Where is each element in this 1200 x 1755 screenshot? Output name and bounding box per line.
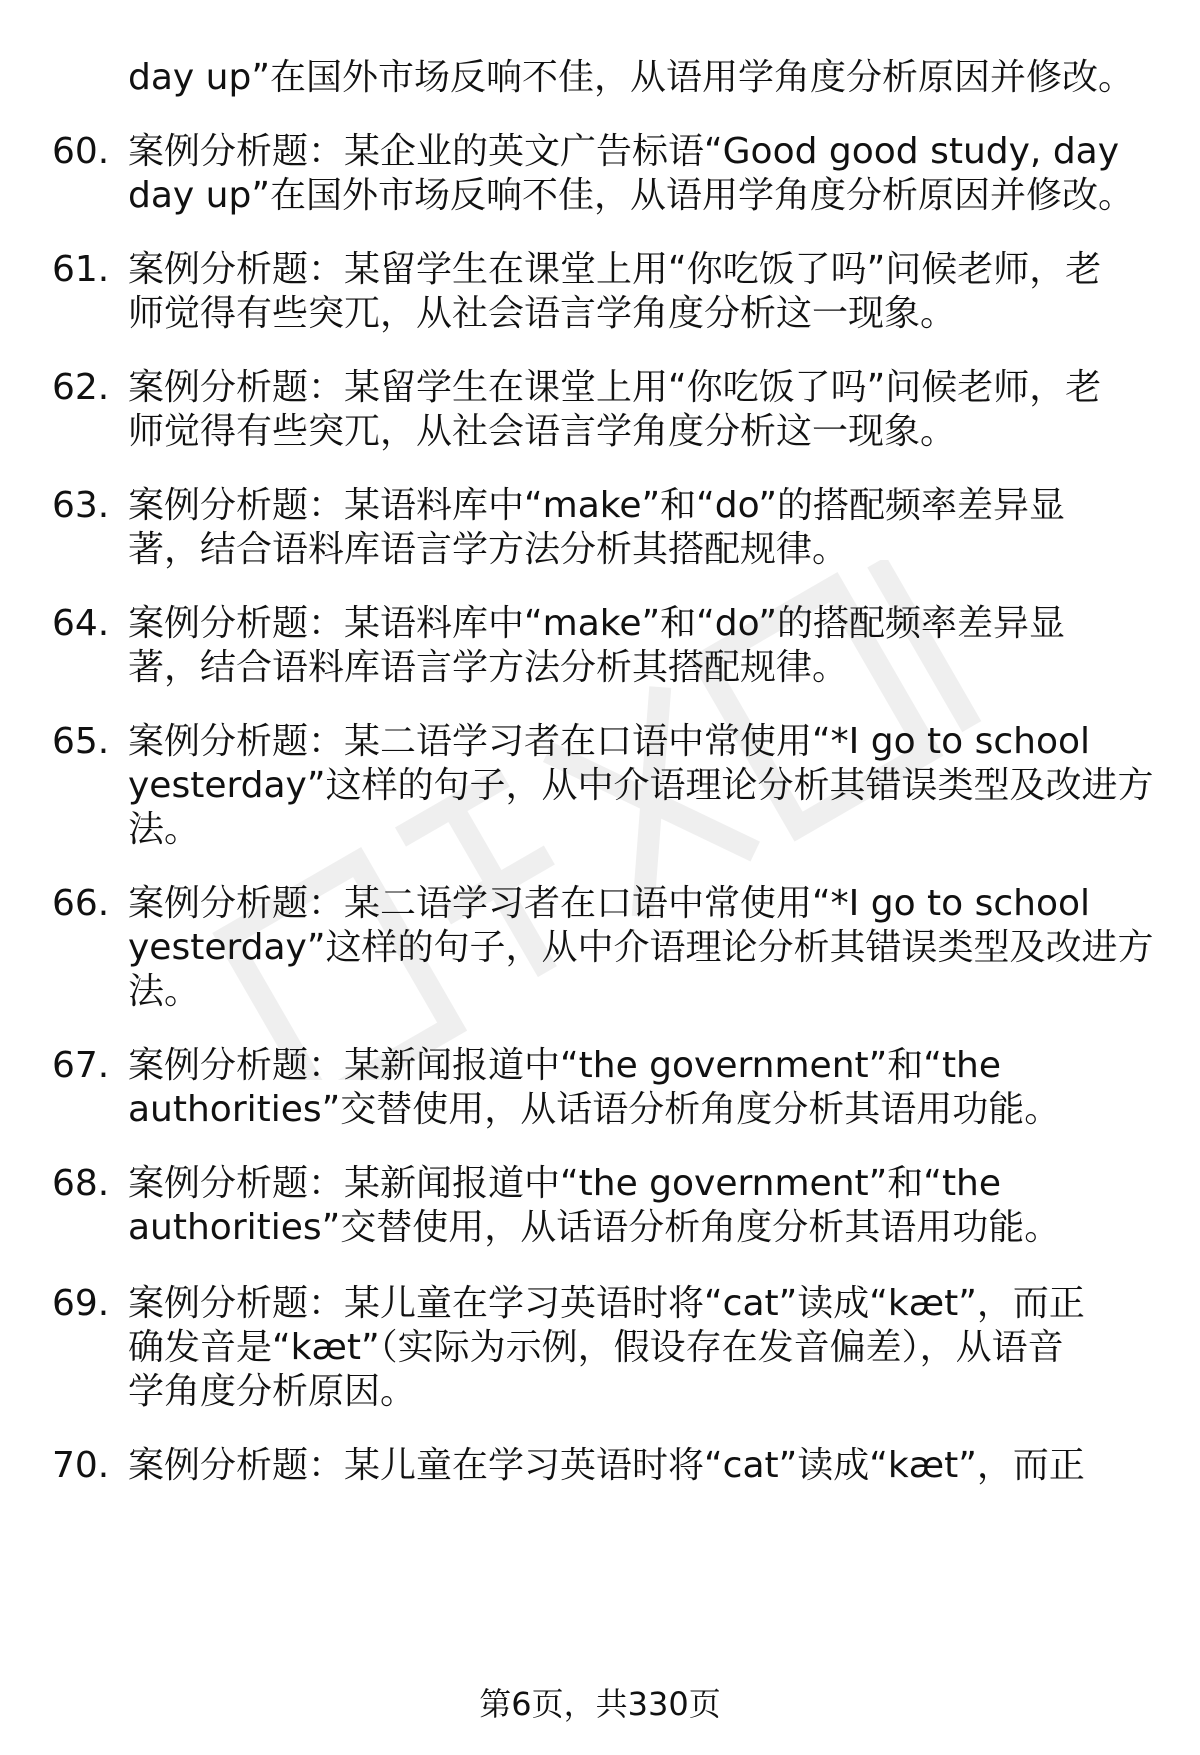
question-65-line-1: 案例分析题：某二语学习者在口语中常使用“*I go to school bbox=[128, 721, 1091, 762]
question-67-line-2: authorities”交替使用，从话语分析角度分析其语用功能。 bbox=[128, 1089, 1061, 1130]
question-66-line-3: 法。 bbox=[128, 971, 201, 1012]
question-65-line-3: 法。 bbox=[128, 809, 201, 850]
question-63-number: 63. bbox=[52, 485, 110, 526]
question-65-number: 65. bbox=[52, 721, 110, 762]
question-64-number: 64. bbox=[52, 603, 110, 644]
question-64-line-2: 著，结合语料库语言学方法分析其搭配规律。 bbox=[128, 647, 849, 688]
question-62-line-2: 师觉得有些突兀，从社会语言学角度分析这一现象。 bbox=[128, 411, 957, 452]
question-65-line-2: yesterday”这样的句子，从中介语理论分析其错误类型及改进方 bbox=[128, 765, 1154, 806]
question-60-line-2: day up”在国外市场反响不佳，从语用学角度分析原因并修改。 bbox=[128, 175, 1134, 216]
question-61-line-1: 案例分析题：某留学生在课堂上用“你吃饭了吗”问候老师，老 bbox=[128, 249, 1102, 290]
question-67-number: 67. bbox=[52, 1045, 110, 1086]
question-70-line-1: 案例分析题：某儿童在学习英语时将“cat”读成“kæt”，而正 bbox=[128, 1445, 1085, 1486]
question-69-line-3: 学角度分析原因。 bbox=[128, 1371, 417, 1412]
page-footer: 第6页，共330页 bbox=[479, 1685, 721, 1723]
question-69-line-2: 确发音是“kæt”（实际为示例，假设存在发音偏差），从语音 bbox=[128, 1327, 1064, 1368]
question-70-number: 70. bbox=[52, 1445, 110, 1486]
question-68-number: 68. bbox=[52, 1163, 110, 1204]
question-66-line-2: yesterday”这样的句子，从中介语理论分析其错误类型及改进方 bbox=[128, 927, 1154, 968]
question-62-line-1: 案例分析题：某留学生在课堂上用“你吃饭了吗”问候老师，老 bbox=[128, 367, 1102, 408]
question-61-line-2: 师觉得有些突兀，从社会语言学角度分析这一现象。 bbox=[128, 293, 957, 334]
question-60-line-1: 案例分析题：某企业的英文广告标语“Good good study, day bbox=[128, 131, 1120, 172]
question-69-number: 69. bbox=[52, 1283, 110, 1324]
question-69-line-1: 案例分析题：某儿童在学习英语时将“cat”读成“kæt”，而正 bbox=[128, 1283, 1085, 1324]
question-64-line-1: 案例分析题：某语料库中“make”和“do”的搭配频率差异显 bbox=[128, 603, 1066, 644]
question-62-number: 62. bbox=[52, 367, 110, 408]
question-68-line-2: authorities”交替使用，从话语分析角度分析其语用功能。 bbox=[128, 1207, 1061, 1248]
question-61-number: 61. bbox=[52, 249, 110, 290]
question-68-line-1: 案例分析题：某新闻报道中“the government”和“the bbox=[128, 1163, 1002, 1204]
question-67-line-1: 案例分析题：某新闻报道中“the government”和“the bbox=[128, 1045, 1002, 1086]
question-63-line-2: 著，结合语料库语言学方法分析其搭配规律。 bbox=[128, 529, 849, 570]
question-66-number: 66. bbox=[52, 883, 110, 924]
question-60-number: 60. bbox=[52, 131, 110, 172]
question-63-line-1: 案例分析题：某语料库中“make”和“do”的搭配频率差异显 bbox=[128, 485, 1066, 526]
question-66-line-1: 案例分析题：某二语学习者在口语中常使用“*I go to school bbox=[128, 883, 1091, 924]
question-59-line-1: day up”在国外市场反响不佳，从语用学角度分析原因并修改。 bbox=[128, 57, 1134, 98]
